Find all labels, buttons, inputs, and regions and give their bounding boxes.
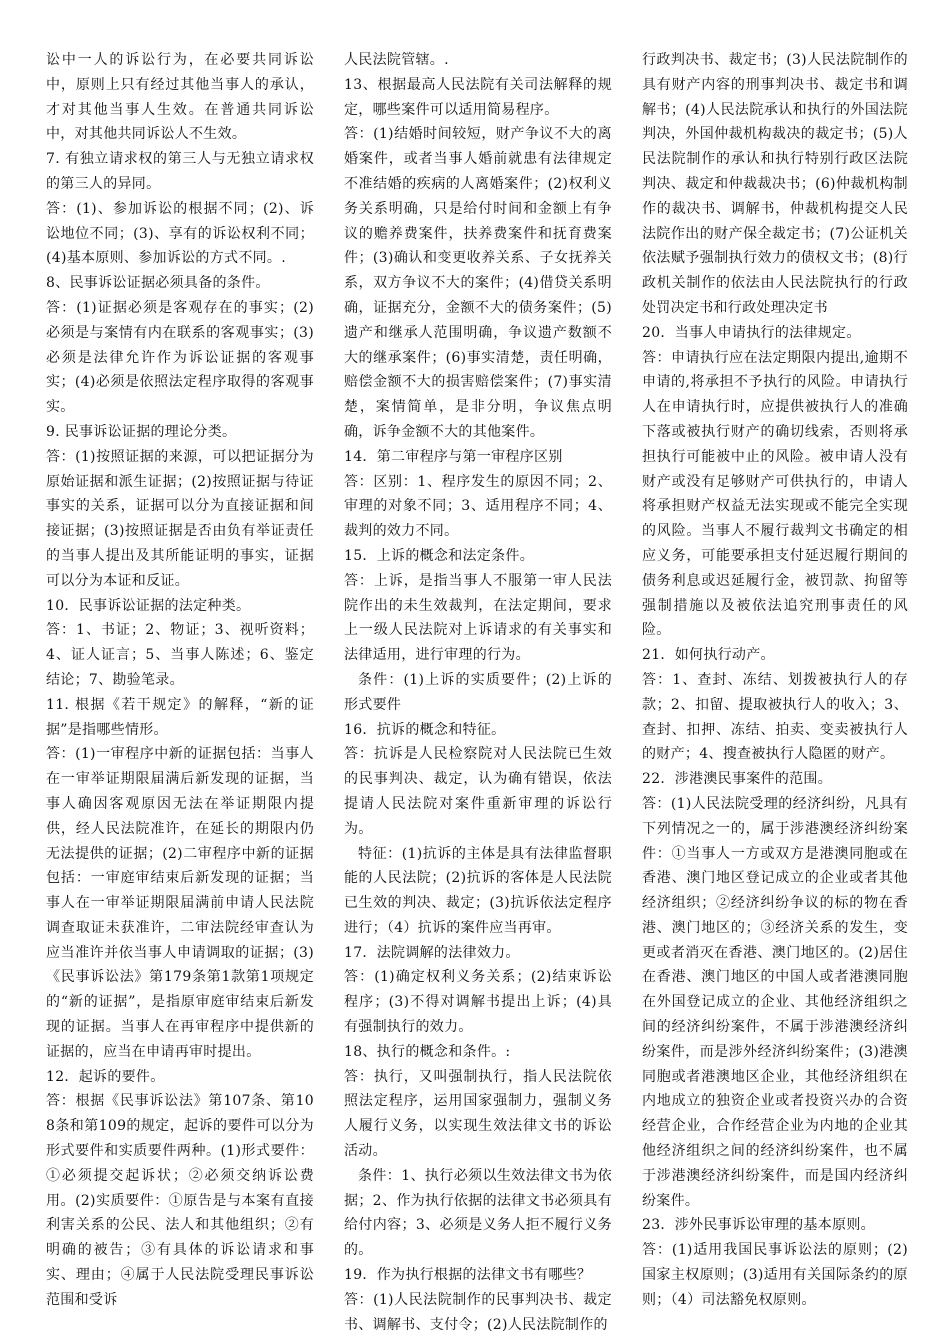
answer-paragraph: 答：区别：1、程序发生的原因不同；2、审理的对象不同；3、适用程序不同；4、裁判的效力不同。 [344, 473, 612, 540]
question-heading: 21．如何执行动产。 [642, 647, 775, 664]
answer-paragraph: 条件：1、执行必须以生效法律文书为依据；2、作为执行依据的法律文书必须具有给付内容；3、必须是义务人拒不履行义务的。 [344, 1167, 612, 1259]
answer-paragraph: 答：申请执行应在法定期限内提出,逾期不申请的,将承担不予执行的风险。申请执行人在申请执行时，应提供被执行人的准确下落或被执行财产的确切线索，否则将承担执行可能被中止的风险。被申请人没有财产或没有足够财产可供执行的，申请人将承担财产权益无法实现或不能完全实现的风险。当事人不履行裁判文书确定的相应义务，可能要承担支付延迟履行期间的债务利息或迟延履行金，被罚款、拘留等强制措施以及被依法追究刑事责任的风险。 [642, 349, 908, 639]
text-column-right [642, 48, 908, 1313]
answer-paragraph: 答：(1)确定权利义务关系；(2)结束诉讼程序；(3)不得对调解书提出上诉；(4)具有强制执行的效力。 [344, 969, 612, 1036]
answer-paragraph: 答：(1)适用我国民事诉讼法的原则；(2)国家主权原则；(3)适用有关国际条约的原则；（4）司法豁免权原则。 [642, 1242, 908, 1308]
question-heading: 16．抗诉的概念和特征。 [344, 721, 506, 738]
answer-paragraph: 答：1、查封、冻结、划拨被执行人的存款；2、扣留、提取被执行人的收入；3、查封、扣押、冻结、拍卖、变卖被执行人的财产；4、搜查被执行人隐匿的财产。 [642, 671, 908, 763]
answer-paragraph: 答：(1)按照证据的来源，可以把证据分为原始证据和派生证据；(2)按照证据与待证事实的关系，证据可以分为直接证据和间接证据；(3)按照证据是否由负有举证责任的当事人提出及其所能证明的事实，证据可以分为本证和反证。 [46, 448, 314, 589]
answer-paragraph: 答：执行，又叫强制执行，指人民法院依照法定程序，运用国家强制力，强制义务人履行义务，以实现生效法律文书的诉讼活动。 [344, 1068, 612, 1160]
answer-paragraph: 特征：(1)抗诉的主体是具有法律监督职能的人民法院；(2)抗诉的客体是人民法院已生效的判决、裁定；(3)抗诉依法定程序进行；（4）抗诉的案件应当再审。 [344, 845, 612, 936]
question-heading: 14．第二审程序与第一审程序区别 [344, 448, 563, 465]
paragraph: 人民法院管辖。. [344, 52, 449, 68]
text-column-left [46, 48, 314, 1313]
answer-paragraph: 答：(1)一审程序中新的证据包括：当事人在一审举证期限届满后新发现的证据，当事人确因客观原因无法在举证期限内提供，经人民法院准许，在延长的期限内仍无法提供的证据；(2)二审程序中新的证据包括：一审庭审结束后新发现的证据；当事人在一审举证期限届满前申请人民法院调查取证未获准许，二审法院经审查认为应当准许并依当事人申请调取的证据；(3)《民事诉讼法》第179条第1款第1项规定的“新的证据”，是指原审庭审结束后新发现的证据。当事人在再审程序中提供新的证据的，应当在申请再审时提出。 [46, 746, 314, 1060]
question-heading: 23．涉外民事诉讼审理的基本原则。 [642, 1217, 875, 1234]
question-heading: 7. 有独立请求权的第三人与无独立请求权的第三人的异同。 [46, 151, 314, 192]
answer-paragraph: 答：(1)结婚时间较短，财产争议不大的离婚案件，或者当事人婚前就患有法律规定不准结婚的疾病的人离婚案件；(2)权利义务关系明确，只是给付时间和金额上有争议的赡养费案件，扶养费案件和抚育费案件；(3)确认和变更收养关系、子女抚养关系，双方争议不大的案件；(4)借贷关系明确，证据充分，金额不大的债务案件；(5)遗产和继承人范围明确，争议遗产数额不大的继承案件；(6)事实清楚，责任明确，赔偿金额不大的损害赔偿案件；(7)事实清楚，案情简单，是非分明，争议焦点明确，诉争金额不大的其他案件。 [344, 126, 612, 440]
answer-paragraph: 答：上诉，是指当事人不服第一审人民法院作出的未生效裁判，在法定期间，要求上一级人民法院对上诉请求的有关事实和法律适用，进行审理的行为。 [344, 572, 612, 664]
answer-paragraph: 答：(1)证据必须是客观存在的事实；(2)必须是与案情有内在联系的客观事实；(3)必须是法律允许作为诉讼证据的客观事实；(4)必须是依照法定程序取得的客观事实。 [46, 299, 314, 416]
answer-paragraph: 答：根据《民事诉讼法》第107条、第108条和第109的规定，起诉的要件可以分为形式要件和实质要件两种。(1)形式要件：①必须提交起诉状；②必须交纳诉讼费用。(2)实质要件：①原告是与本案有直接利害关系的公民、法人和其他组织；②有明确的被告；③有具体的诉讼请求和事实、理由；④属于人民法院受理民事诉讼范围和受诉 [46, 1093, 314, 1308]
question-heading: 20．当事人申请执行的法律规定。 [642, 324, 861, 341]
question-heading: 19．作为执行根据的法律文书有哪些？ [344, 1267, 592, 1284]
paragraph: 行政判决书、裁定书；(3)人民法院制作的具有财产内容的刑事判决书、裁定书和调解书；(4)人民法院承认和执行的外国法院判决，外国仲裁机构裁决的裁定书；(5)人民法院制作的承认和执行特别行政区法院判决、裁定和仲裁裁决书；(6)仲裁机构制作的裁决书、调解书，仲裁机构提交人民法院作出的财产保全裁定书；(7)公证机关依法赋予强制执行效力的债权文书；(8)行政机关制作的依法由人民法院执行的行政处罚决定书和行政处理决定书 [642, 52, 908, 316]
paragraph: 讼中一人的诉讼行为，在必要共同诉讼中，原则上只有经过其他当事人的承认，才对其他当事人生效。在普通共同诉讼中，对其他共同诉讼人不生效。 [46, 52, 314, 143]
answer-paragraph: 答：(1)、参加诉讼的根据不同；(2)、诉讼地位不同；(3)、享有的诉讼权利不同；(4)基本原则、参加诉讼的方式不同。. [46, 200, 314, 267]
answer-paragraph: 条件：(1)上诉的实质要件；(2)上诉的形式要件 [344, 671, 612, 713]
question-heading: 17．法院调解的法律效力。 [344, 944, 520, 961]
question-heading: 8、民事诉讼证据必须具备的条件。 [46, 275, 270, 292]
answer-paragraph: 答：抗诉是人民检察院对人民法院已生效的民事判决、裁定，认为确有错误，依法提请人民法院对案件重新审理的诉讼行为。 [344, 746, 612, 837]
question-heading: 10．民事诉讼证据的法定种类。 [46, 597, 251, 614]
question-heading: 13、根据最高人民法院有关司法解释的规定，哪些案件可以适用简易程序。 [344, 76, 612, 118]
question-heading: 22．涉港澳民事案件的范围。 [642, 771, 833, 788]
question-heading: 11. 根据《若干规定》的解释，“新的证据”是指哪些情形。 [46, 696, 314, 738]
question-heading: 15．上诉的概念和法定条件。 [344, 547, 535, 564]
question-heading: 12．起诉的要件。 [46, 1068, 165, 1085]
text-column-middle [344, 48, 612, 1337]
answer-paragraph: 答：(1)人民法院受理的经济纠纷，凡具有下列情况之一的，属于涉港澳经济纠纷案件：①当事人一方或双方是港澳同胞或在香港、澳门地区登记成立的企业或者其他经济组织；②经济纠纷争议的标的物在香港、澳门地区的；③经济关系的发生，变更或者消灭在香港、澳门地区的。(2)居住在香港、澳门地区的中国人或者港澳同胞在外国登记成立的企业、其他经济组织之间的经济纠纷案件，不属于涉港澳经济纠纷案件，而是涉外经济纠纷案件；(3)港澳同胞或者港澳地区企业，其他经济组织在内地成立的独资企业或者投资兴办的合资经营企业，合作经营企业为内地的企业其他经济组织之间的经济纠纷案件，也不属于涉港澳经济纠纷案件，而是国内经济纠纷案件。 [642, 795, 908, 1209]
answer-paragraph: 答：(1)人民法院制作的民事判决书、裁定书、调解书、支付令；(2)人民法院制作的 [344, 1291, 612, 1333]
answer-paragraph: 答：1、书证；2、物证；3、视听资料；4、证人证言；5、当事人陈述；6、鉴定结论；7、勘验笔录。 [46, 622, 314, 688]
question-heading: 9. 民事诉讼证据的理论分类。 [46, 423, 237, 440]
question-heading: 18、执行的概念和条件。: [344, 1043, 511, 1060]
